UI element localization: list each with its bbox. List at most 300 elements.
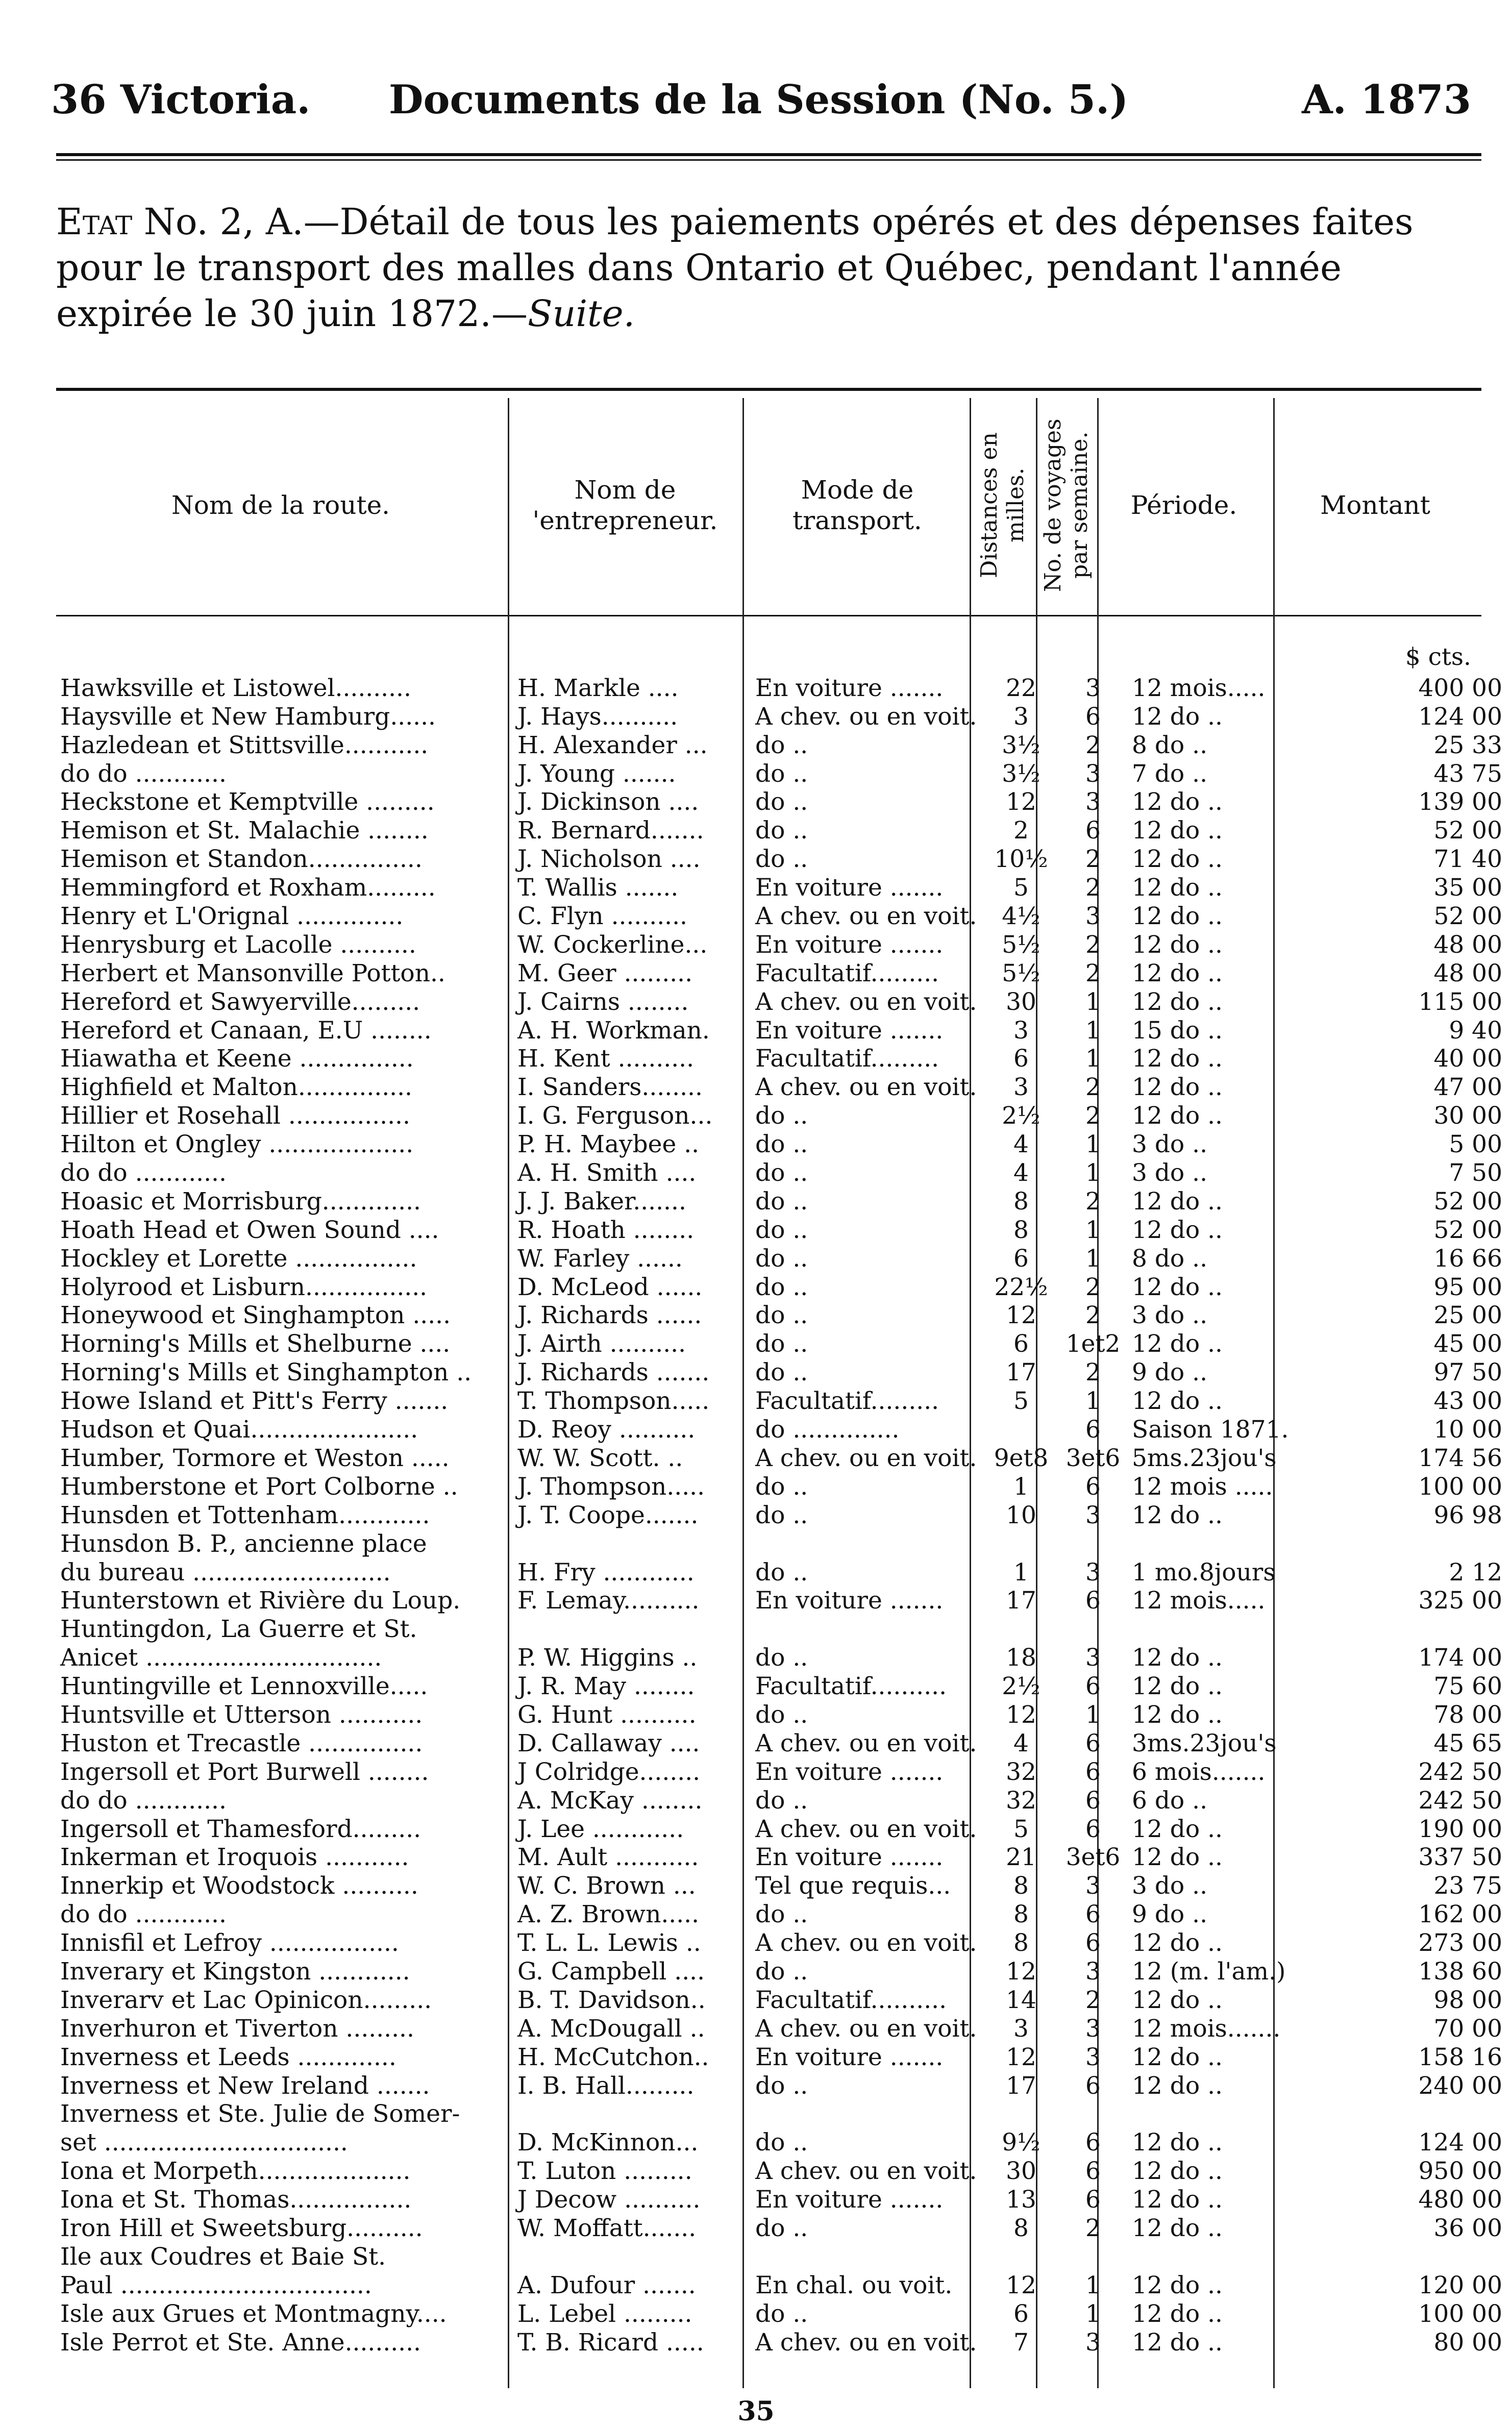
voyages-cell: 6: [1085, 1472, 1101, 1501]
voyages-cell: 6: [1085, 1815, 1101, 1843]
period-cell: 12 do ..: [1132, 1387, 1223, 1416]
table-row: [56, 731, 1506, 759]
table-row: [56, 987, 1506, 1016]
contractor-cell: T. Luton .........: [517, 2157, 692, 2186]
mode-cell: A chev. ou en voit.: [755, 1444, 977, 1472]
table-row: [56, 1986, 1506, 2014]
table-row: [56, 1045, 1506, 1073]
period-cell: 12 do ..: [1132, 702, 1223, 731]
col-header-contractor: Nom de 'entrepreneur.: [532, 475, 718, 535]
voyages-cell: 1: [1085, 1045, 1101, 1073]
table-row: [56, 1757, 1506, 1786]
voyages-cell: 6: [1085, 1416, 1101, 1444]
distance-cell: 8: [1013, 1872, 1029, 1900]
route-cell: Inverness et Leeds .............: [60, 2043, 396, 2071]
period-cell: 8 do ..: [1132, 1244, 1208, 1273]
distance-cell: 8: [1013, 1216, 1029, 1244]
period-cell: 12 do ..: [1132, 2271, 1223, 2299]
table-row: [56, 1501, 1506, 1529]
distance-cell: 8: [1013, 1900, 1029, 1929]
amount-cell: 115 00: [1418, 987, 1502, 1016]
voyages-cell: 2: [1085, 2214, 1101, 2242]
contractor-cell: M. Ault ...........: [517, 1843, 699, 1872]
period-cell: 12 do ..: [1132, 2128, 1223, 2157]
voyages-cell: 6: [1085, 816, 1101, 845]
mode-cell: do ..: [755, 816, 808, 845]
route-cell: Humber, Tormore et Weston .....: [60, 1444, 450, 1472]
route-cell: Hereford et Canaan, E.U ........: [60, 1016, 432, 1045]
voyages-cell: 3: [1085, 1501, 1101, 1529]
amount-cell: 5 00: [1449, 1130, 1502, 1159]
period-cell: 12 do ..: [1132, 1216, 1223, 1244]
table-row: [56, 1643, 1506, 1672]
amount-cell: 190 00: [1418, 1815, 1502, 1843]
amount-cell: 174 56: [1418, 1444, 1502, 1472]
header-rule: [56, 153, 1481, 156]
mode-cell: Facultatif.........: [755, 1387, 939, 1416]
contractor-cell: H. Kent ..........: [517, 1045, 695, 1073]
mode-cell: En voiture .......: [755, 874, 944, 902]
route-cell: Hemison et St. Malachie ........: [60, 816, 429, 845]
amount-cell: [1309, 1615, 1506, 1643]
distance-cell: 12: [1006, 788, 1036, 816]
title-prefix: Etat: [56, 201, 133, 243]
distance-cell: 22: [1006, 674, 1036, 702]
voyages-cell: 1: [1085, 1244, 1101, 1273]
mode-cell: En voiture .......: [755, 1016, 944, 1045]
amount-units: $ cts.: [1405, 643, 1471, 671]
route-cell: Innisfil et Lefroy .................: [60, 1929, 399, 1958]
voyages-cell: 3: [1085, 1644, 1101, 1672]
mode-cell: A chev. ou en voit.: [755, 902, 977, 931]
table-row: [56, 1130, 1506, 1158]
table-row: [56, 2128, 1506, 2157]
distance-cell: [984, 1415, 1058, 1444]
route-cell: do do ............: [60, 1900, 227, 1929]
voyages-cell: 3et6: [1065, 1444, 1121, 1472]
table-row: [56, 702, 1506, 731]
amount-cell: 120 00: [1418, 2271, 1502, 2299]
voyages-cell: 2: [1085, 1073, 1101, 1102]
running-header: [36, 61, 1481, 138]
col-header-route: Nom de la route.: [171, 490, 390, 520]
mode-cell: En voiture .......: [755, 1843, 944, 1872]
period-cell: 3 do ..: [1132, 1301, 1208, 1330]
table-row: [56, 1301, 1506, 1330]
contractor-cell: D. McLeod ......: [517, 1273, 703, 1301]
period-cell: 12 do ..: [1132, 788, 1223, 816]
table-row: [56, 2328, 1506, 2357]
contractor-cell: J. J. Baker.......: [517, 1187, 686, 1216]
amount-cell: 9 40: [1449, 1016, 1502, 1045]
period-cell: 12 do ..: [1132, 959, 1223, 987]
voyages-cell: [1058, 2100, 1128, 2128]
period-cell: [1128, 2100, 1309, 2128]
route-cell: Holyrood et Lisburn................: [60, 1273, 428, 1301]
table-row: [56, 1329, 1506, 1358]
table-row: [56, 1900, 1506, 1928]
distance-cell: 12: [1006, 2043, 1036, 2071]
contractor-cell: J. Richards ......: [517, 1301, 702, 1330]
route-cell: Iona et St. Thomas................: [60, 2186, 412, 2214]
distance-cell: 6: [1013, 2299, 1029, 2328]
period-cell: 12 do ..: [1132, 2157, 1223, 2186]
amount-cell: 138 60: [1418, 1957, 1502, 1986]
amount-cell: 158 16: [1418, 2043, 1502, 2071]
table-row: [56, 2071, 1506, 2100]
period-cell: 12 do ..: [1132, 2328, 1223, 2357]
contractor-cell: J. Nicholson ....: [517, 845, 701, 874]
table-row: [56, 1957, 1506, 1986]
period-cell: 12 mois .....: [1132, 1472, 1273, 1501]
contractor-cell: R. Bernard.......: [517, 816, 704, 845]
table-row: [56, 2100, 1506, 2128]
contractor-cell: M. Geer .........: [517, 959, 693, 987]
route-cell: Huntingdon, La Guerre et St.: [60, 1615, 417, 1644]
amount-cell: 124 00: [1418, 702, 1502, 731]
contractor-cell: A. Z. Brown.....: [517, 1900, 700, 1929]
distance-cell: 4: [1013, 1159, 1029, 1187]
table-row: [56, 1472, 1506, 1501]
contractor-cell: [513, 2100, 751, 2128]
voyages-cell: 1: [1085, 1159, 1101, 1187]
amount-cell: 95 00: [1433, 1273, 1502, 1301]
contractor-cell: A. McKay ........: [517, 1786, 703, 1815]
contractor-cell: I. Sanders........: [517, 1073, 703, 1102]
distance-cell: 12: [1006, 2271, 1036, 2299]
period-cell: 3ms.23jou's: [1132, 1729, 1277, 1757]
contractor-cell: W. Moffatt.......: [517, 2214, 697, 2242]
period-cell: 12 do ..: [1132, 1073, 1223, 1102]
table-row: [56, 959, 1506, 987]
amount-cell: 139 00: [1418, 788, 1502, 816]
period-cell: 3 do ..: [1132, 1159, 1208, 1187]
route-cell: Haysville et New Hamburg......: [60, 702, 436, 731]
period-cell: 3 do ..: [1132, 1872, 1208, 1900]
route-cell: Anicet ...............................: [60, 1644, 382, 1672]
period-cell: 12 do ..: [1132, 1045, 1223, 1073]
voyages-cell: 2: [1085, 1187, 1101, 1216]
period-cell: 12 do ..: [1132, 816, 1223, 845]
mode-cell: En chal. ou voit.: [755, 2271, 953, 2299]
table-row: [56, 1101, 1506, 1130]
contractor-cell: J. Young .......: [517, 759, 676, 788]
distance-cell: 21: [1006, 1843, 1036, 1872]
distance-cell: 7: [1013, 2328, 1029, 2357]
table-row: [56, 2271, 1506, 2299]
amount-cell: 45 00: [1433, 1330, 1502, 1358]
table-row: [56, 1529, 1506, 1558]
mode-cell: do ..: [755, 1472, 808, 1501]
route-cell: Hillier et Rosehall ................: [60, 1102, 410, 1130]
route-cell: Highfield et Malton...............: [60, 1073, 412, 1102]
distance-cell: 2: [1013, 816, 1029, 845]
table-row: [56, 1558, 1506, 1587]
mode-cell: do ..: [755, 1216, 808, 1244]
contractor-cell: [513, 2242, 751, 2271]
distance-cell: 10½: [994, 845, 1048, 874]
mode-cell: En voiture .......: [755, 2043, 944, 2071]
distance-cell: 3: [1013, 1073, 1029, 1102]
voyages-cell: 1: [1085, 1700, 1101, 1729]
route-cell: Hazledean et Stittsville...........: [60, 731, 429, 759]
amount-cell: 97 50: [1433, 1358, 1502, 1387]
voyages-cell: 6: [1085, 1672, 1101, 1701]
contractor-cell: D. Reoy ..........: [517, 1416, 696, 1444]
header-bottom-rule: [56, 615, 1481, 616]
amount-cell: [1309, 1529, 1506, 1558]
contractor-cell: J Colridge........: [517, 1757, 701, 1786]
period-cell: 12 do ..: [1132, 845, 1223, 874]
contractor-cell: T. Thompson.....: [517, 1387, 710, 1416]
mode-cell: En voiture .......: [755, 2186, 944, 2214]
mode-cell: do ..: [755, 788, 808, 816]
col-header-voyages: No. de voyages par semaine.: [1040, 418, 1093, 592]
contractor-cell: J. Cairns ........: [517, 987, 689, 1016]
contractor-cell: R. Hoath ........: [517, 1216, 695, 1244]
table-row: [56, 1415, 1506, 1444]
table-row: [56, 1386, 1506, 1415]
mode-cell: do ..: [755, 1957, 808, 1986]
voyages-cell: 3: [1085, 902, 1101, 931]
route-cell: Honeywood et Singhampton .....: [60, 1301, 451, 1330]
contractor-cell: D. Callaway ....: [517, 1729, 700, 1757]
mode-cell: do ..: [755, 2299, 808, 2328]
amount-cell: 162 00: [1418, 1900, 1502, 1929]
table-top-rule: [56, 388, 1481, 391]
amount-cell: 124 00: [1418, 2128, 1502, 2157]
amount-cell: 48 00: [1433, 959, 1502, 987]
amount-cell: 30 00: [1433, 1102, 1502, 1130]
amount-cell: 70 00: [1433, 2014, 1502, 2043]
table-row: [56, 930, 1506, 959]
contractor-cell: H. Markle ....: [517, 674, 679, 702]
route-cell: Huston et Trecastle ...............: [60, 1729, 423, 1757]
amount-cell: 273 00: [1418, 1929, 1502, 1958]
distance-cell: 17: [1006, 2071, 1036, 2100]
route-cell: Huntingville et Lennoxville.....: [60, 1672, 428, 1701]
voyages-cell: 1: [1085, 2271, 1101, 2299]
voyages-cell: 3: [1085, 1558, 1101, 1587]
table-row: [56, 788, 1506, 816]
voyages-cell: 2: [1085, 1301, 1101, 1330]
contractor-cell: J. R. May ........: [517, 1672, 695, 1701]
voyages-cell: 3: [1085, 759, 1101, 788]
voyages-cell: 6: [1085, 2128, 1101, 2157]
route-cell: Huntsville et Utterson ...........: [60, 1700, 423, 1729]
period-cell: 12 do ..: [1132, 987, 1223, 1016]
mode-cell: do ..: [755, 2128, 808, 2157]
table-row: [56, 1273, 1506, 1301]
distance-cell: 6: [1013, 1330, 1029, 1358]
distance-cell: [984, 1529, 1058, 1558]
voyages-cell: 6: [1085, 1786, 1101, 1815]
distance-cell: 3: [1013, 1016, 1029, 1045]
distance-cell: 17: [1006, 1358, 1036, 1387]
route-cell: Hoath Head et Owen Sound ....: [60, 1216, 439, 1244]
header-right: A. 1873: [1302, 77, 1471, 123]
table-row: [56, 2299, 1506, 2328]
amount-cell: 100 00: [1418, 1472, 1502, 1501]
route-cell: Hoasic et Morrisburg.............: [60, 1187, 421, 1216]
amount-cell: 52 00: [1433, 902, 1502, 931]
period-cell: 12 mois.....: [1132, 1587, 1266, 1615]
route-cell: Ile aux Coudres et Baie St.: [60, 2242, 386, 2271]
voyages-cell: 1et2: [1065, 1330, 1121, 1358]
route-cell: Hunterstown et Rivière du Loup.: [60, 1587, 461, 1615]
period-cell: 12 mois.......: [1132, 2014, 1281, 2043]
contractor-cell: A. Dufour .......: [517, 2271, 696, 2299]
mode-cell: A chev. ou en voit.: [755, 2014, 977, 2043]
route-cell: do do ............: [60, 1159, 227, 1187]
period-cell: 12 do ..: [1132, 1986, 1223, 2014]
period-cell: [1128, 1615, 1309, 1643]
mode-cell: do ..: [755, 1301, 808, 1330]
table-row: [56, 845, 1506, 873]
voyages-cell: 2: [1085, 874, 1101, 902]
contractor-cell: B. T. Davidson..: [517, 1986, 706, 2014]
distance-cell: 9et8: [994, 1444, 1049, 1472]
mode-cell: do ..: [755, 1273, 808, 1301]
period-cell: 12 do ..: [1132, 1187, 1223, 1216]
table-row: [56, 1358, 1506, 1386]
route-cell: Horning's Mills et Shelburne ....: [60, 1330, 451, 1358]
route-cell: Horning's Mills et Singhampton ..: [60, 1358, 472, 1387]
amount-cell: 25 00: [1433, 1301, 1502, 1330]
mode-cell: do ..: [755, 2214, 808, 2242]
header-left: 36 Victoria.: [51, 77, 311, 123]
amount-cell: 2 12: [1449, 1558, 1502, 1587]
table-row: [56, 674, 1506, 702]
voyages-cell: 3: [1085, 1957, 1101, 1986]
voyages-cell: 3: [1085, 2328, 1101, 2357]
table-row: [56, 2185, 1506, 2214]
table-row: [56, 2214, 1506, 2242]
period-cell: 12 do ..: [1132, 902, 1223, 931]
contractor-cell: W. C. Brown ...: [517, 1872, 696, 1900]
voyages-cell: 2: [1085, 1358, 1101, 1387]
mode-cell: do ..: [755, 1130, 808, 1159]
contractor-cell: I. B. Hall.........: [517, 2071, 695, 2100]
period-cell: 12 do ..: [1132, 2043, 1223, 2071]
distance-cell: 18: [1006, 1644, 1036, 1672]
route-cell: Henrysburg et Lacolle ..........: [60, 930, 416, 959]
period-cell: 12 do ..: [1132, 874, 1223, 902]
period-cell: 12 do ..: [1132, 1330, 1223, 1358]
route-cell: Innerkip et Woodstock ..........: [60, 1872, 418, 1900]
voyages-cell: 3et6: [1065, 1843, 1121, 1872]
contractor-cell: J Decow ..........: [517, 2186, 701, 2214]
period-cell: 12 do ..: [1132, 2071, 1223, 2100]
period-cell: 12 do ..: [1132, 930, 1223, 959]
route-cell: set ................................: [60, 2128, 348, 2157]
amount-cell: 10 00: [1433, 1416, 1502, 1444]
col-header-amount: Montant: [1320, 490, 1430, 520]
mode-cell: do ..: [755, 1501, 808, 1529]
voyages-cell: 6: [1085, 1900, 1101, 1929]
voyages-cell: 2: [1085, 1273, 1101, 1301]
table-row: [56, 1843, 1506, 1872]
amount-cell: 480 00: [1418, 2186, 1502, 2214]
contractor-cell: G. Hunt ..........: [517, 1700, 697, 1729]
distance-cell: 30: [1006, 987, 1036, 1016]
distance-cell: [984, 2100, 1058, 2128]
title-text: No. 2, A.—Détail de tous les paiements opérés et des dépenses faites pour le transport des malles dans Ontario et Québec, pendant l'année expirée le 30 juin 1872.—: [56, 201, 1414, 335]
table-row: [56, 902, 1506, 930]
mode-cell: do ..: [755, 1700, 808, 1729]
period-cell: 12 do ..: [1132, 1700, 1223, 1729]
distance-cell: 32: [1006, 1786, 1036, 1815]
contractor-cell: W. Farley ......: [517, 1244, 683, 1273]
header-center: Documents de la Session (No. 5.): [388, 77, 1129, 123]
mode-cell: do ..: [755, 1102, 808, 1130]
period-cell: 12 do ..: [1132, 1102, 1223, 1130]
amount-cell: 75 60: [1433, 1672, 1502, 1701]
route-cell: Inverness et New Ireland .......: [60, 2071, 430, 2100]
mode-cell: do ..: [755, 1644, 808, 1672]
contractor-cell: G. Campbell ....: [517, 1957, 705, 1986]
table-row: [56, 1073, 1506, 1101]
amount-cell: 950 00: [1418, 2157, 1502, 2186]
voyages-cell: 6: [1085, 1757, 1101, 1786]
table-row: [56, 2014, 1506, 2043]
amount-cell: 78 00: [1433, 1700, 1502, 1729]
distance-cell: 3: [1013, 702, 1029, 731]
mode-cell: [751, 2100, 984, 2128]
voyages-cell: 6: [1085, 1929, 1101, 1958]
period-cell: 12 do ..: [1132, 1815, 1223, 1843]
period-cell: 12 do ..: [1132, 1501, 1223, 1529]
mode-cell: Facultatif..........: [755, 1672, 947, 1701]
voyages-cell: 1: [1085, 2299, 1101, 2328]
contractor-cell: D. McKinnon...: [517, 2128, 699, 2157]
amount-cell: 43 00: [1433, 1387, 1502, 1416]
contractor-cell: [513, 1529, 751, 1558]
mode-cell: [751, 1615, 984, 1643]
distance-cell: 3½: [1002, 759, 1040, 788]
contractor-cell: A. McDougall ..: [517, 2014, 705, 2043]
table-title: [56, 199, 1476, 337]
route-cell: Hunsdon B. P., ancienne place: [60, 1529, 427, 1558]
amount-cell: 40 00: [1433, 1045, 1502, 1073]
voyages-cell: 6: [1085, 2071, 1101, 2100]
col-header-distance: Distances en milles.: [976, 432, 1029, 578]
table-row: [56, 759, 1506, 788]
period-cell: 12 do ..: [1132, 2299, 1223, 2328]
amount-cell: 35 00: [1433, 874, 1502, 902]
distance-cell: 22½: [994, 1273, 1048, 1301]
amount-cell: 16 66: [1433, 1244, 1502, 1273]
voyages-cell: [1058, 1529, 1128, 1558]
voyages-cell: 1: [1085, 1130, 1101, 1159]
route-cell: Inverary et Kingston ............: [60, 1957, 410, 1986]
mode-cell: do ..: [755, 1358, 808, 1387]
voyages-cell: 3: [1085, 674, 1101, 702]
route-cell: Herbert et Mansonville Potton..: [60, 959, 445, 987]
route-cell: Howe Island et Pitt's Ferry .......: [60, 1387, 449, 1416]
route-cell: Hemmingford et Roxham.........: [60, 874, 436, 902]
amount-cell: 52 00: [1433, 816, 1502, 845]
table-row: [56, 2242, 1506, 2271]
distance-cell: 5: [1013, 1815, 1029, 1843]
amount-cell: 48 00: [1433, 930, 1502, 959]
distance-cell: 3½: [1002, 731, 1040, 759]
amount-cell: [1309, 2100, 1506, 2128]
period-cell: 7 do ..: [1132, 759, 1208, 788]
route-cell: Inkerman et Iroquois ...........: [60, 1843, 409, 1872]
mode-cell: En voiture .......: [755, 1587, 944, 1615]
voyages-cell: 6: [1085, 2157, 1101, 2186]
